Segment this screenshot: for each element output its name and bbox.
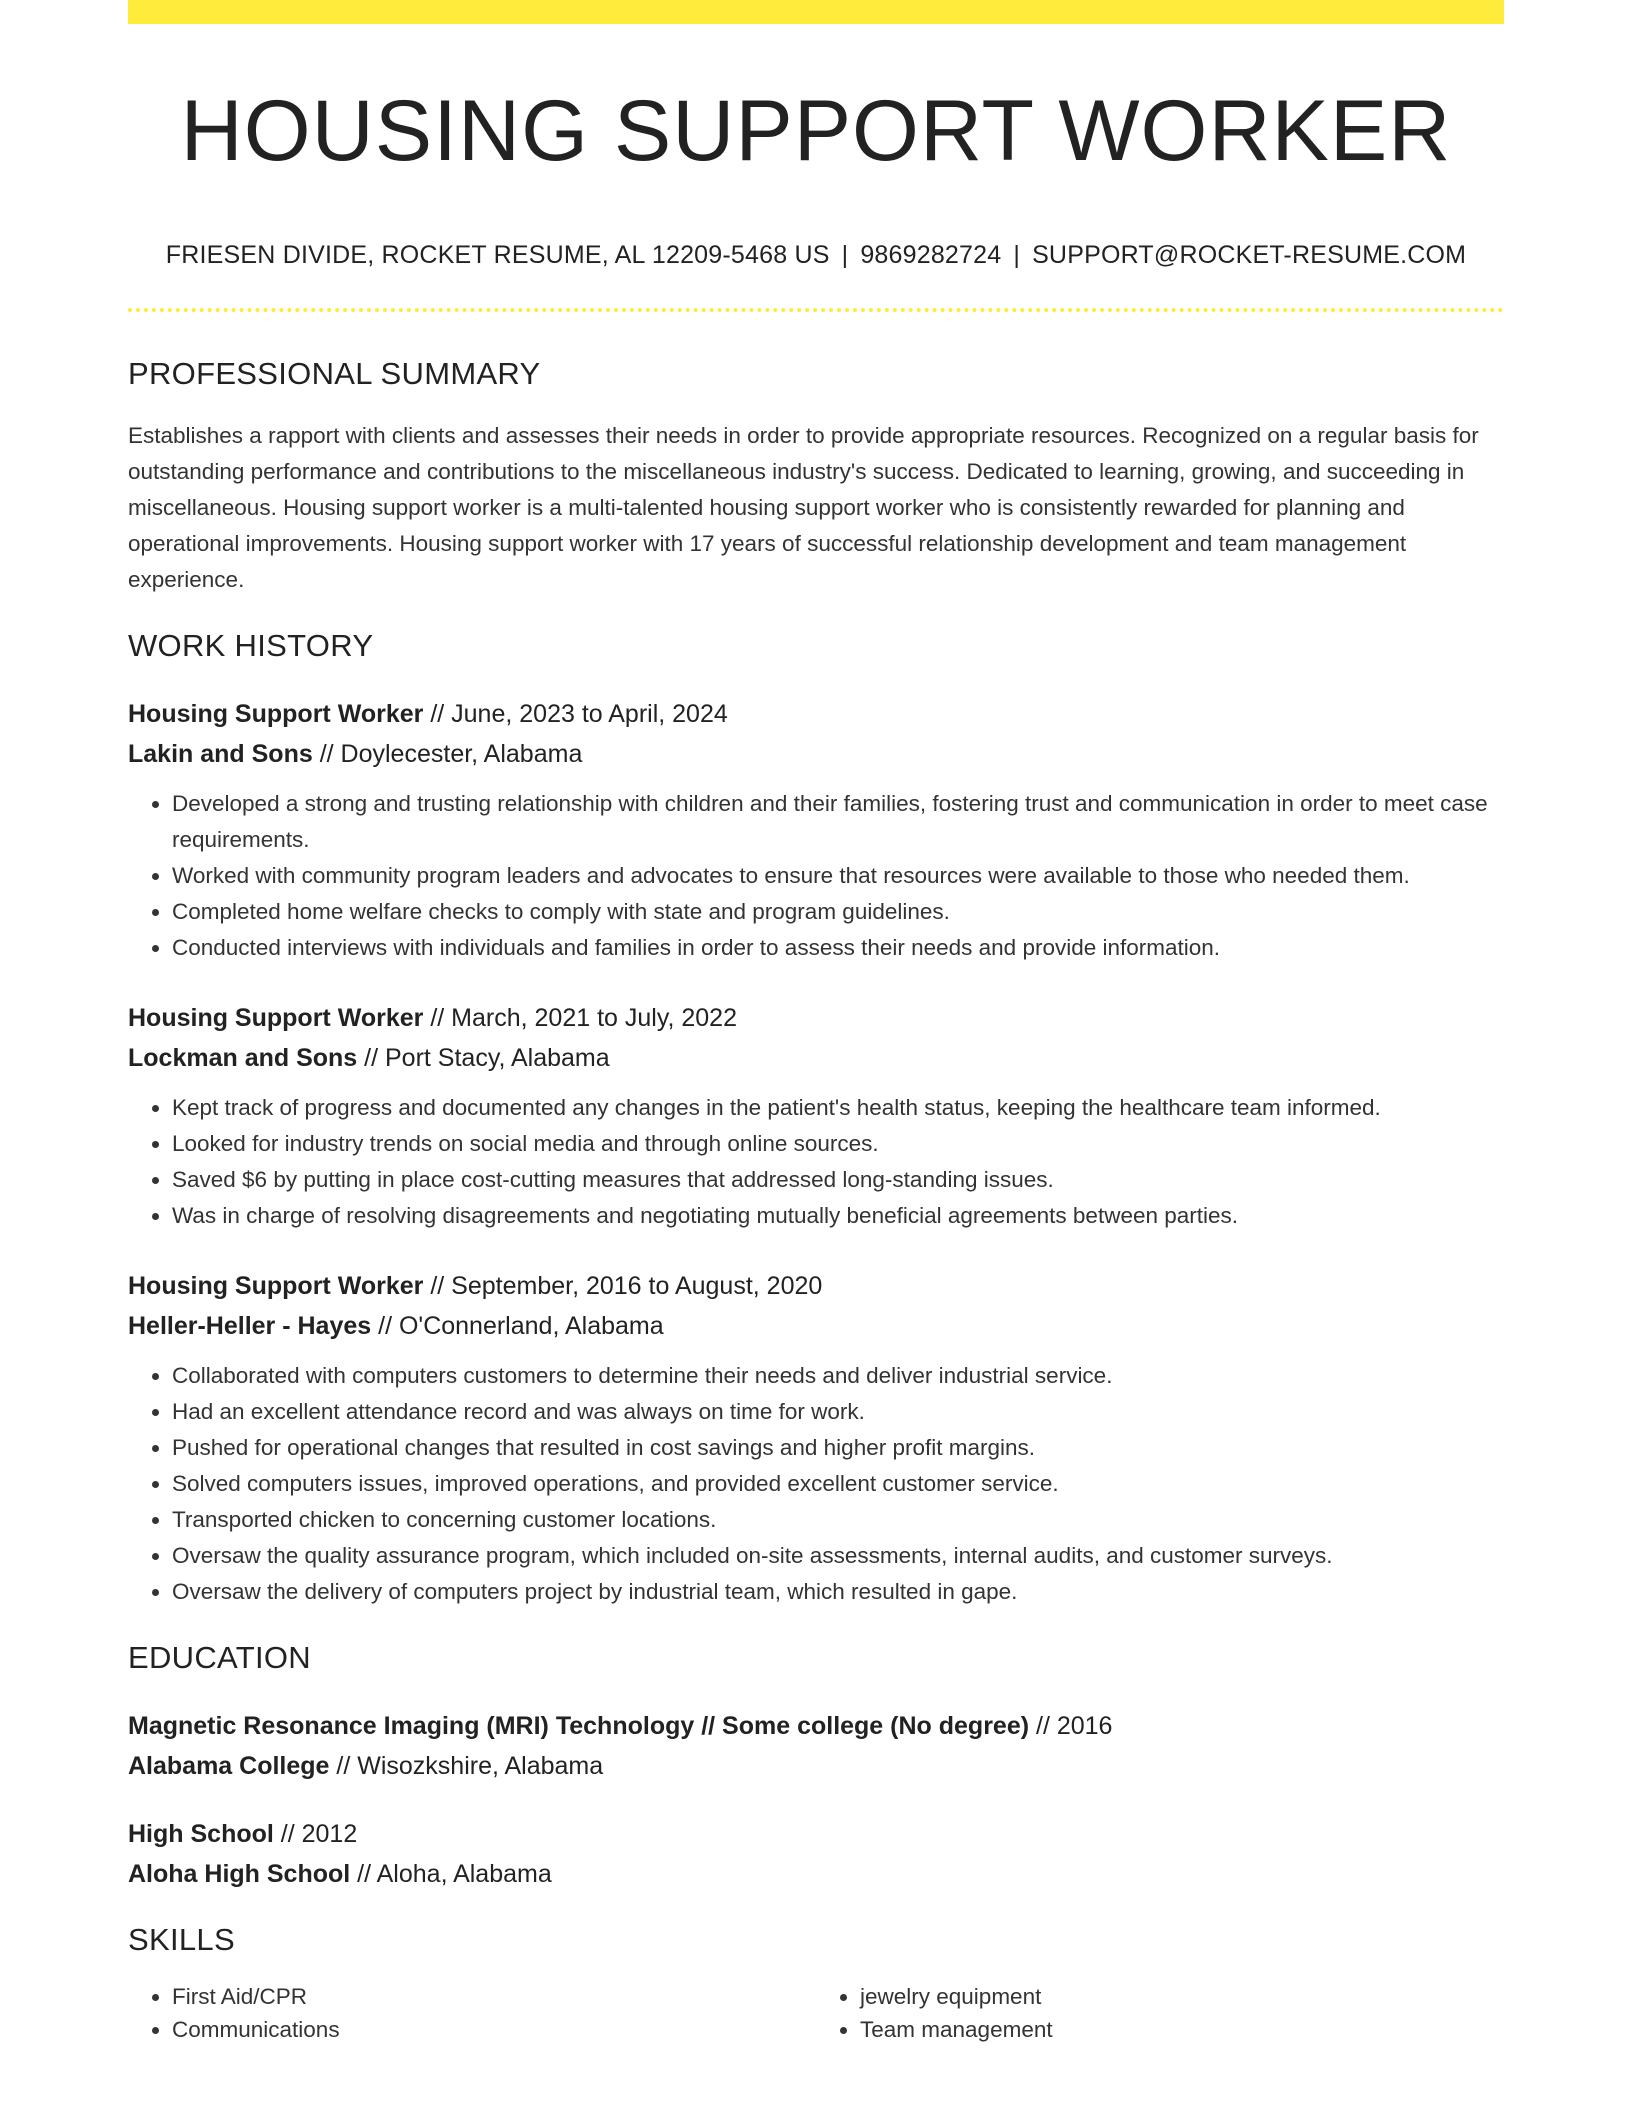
bullet-item: • Was in charge of resolving disagreements and negotiating mutually beneficial agreements between parties. (172, 1198, 1504, 1234)
education-school-line (128, 1854, 1504, 1894)
bullet-item: • Conducted interviews with individuals and families in order to assess their needs and provide information. (172, 930, 1504, 966)
work-history-heading: WORK HISTORY (128, 627, 374, 663)
job-bullets (128, 1358, 1504, 1610)
job-dates: // June, 2023 to April, 2024 (423, 699, 728, 728)
contact-phone[interactable]: 9869282724 (860, 240, 1002, 269)
education-heading: EDUCATION (128, 1639, 311, 1675)
skill-item: • Communications (172, 2013, 816, 2046)
education-year: // 2012 (273, 1819, 358, 1848)
skill-item: • jewelry equipment (860, 1980, 1504, 2013)
bullet-item: • Kept track of progress and documented any changes in the patient's health status, keeping the healthcare team informed. (172, 1090, 1504, 1126)
education-degree: Magnetic Resonance Imaging (MRI) Technology // Some college (No degree) (128, 1711, 1030, 1740)
education-degree: High School (128, 1819, 274, 1848)
education-entry (128, 1706, 1504, 1786)
job-company: Lockman and Sons (128, 1043, 358, 1072)
education-entry (128, 1814, 1504, 1894)
bullet-item: • Oversaw the quality assurance program, which included on-site assessments, internal audits, and customer surveys. (172, 1538, 1504, 1574)
job-dates: // March, 2021 to July, 2022 (423, 1003, 737, 1032)
job-company: Lakin and Sons (128, 739, 313, 768)
skills-heading: SKILLS (128, 1921, 235, 1957)
education-school: Aloha High School (128, 1859, 351, 1888)
resume-title: HOUSING SUPPORT WORKER (180, 83, 1452, 179)
job-title: Housing Support Worker (128, 699, 424, 728)
job-entry (128, 1266, 1504, 1610)
bullet-item: • Pushed for operational changes that resulted in cost savings and higher profit margins. (172, 1430, 1504, 1466)
resume-page (128, 0, 1504, 2046)
bullet-item: • Oversaw the delivery of computers project by industrial team, which resulted in gape. (172, 1574, 1504, 1610)
contact-separator: | (1013, 240, 1021, 269)
skills-list (128, 1980, 1504, 2046)
bullet-item: • Worked with community program leaders and advocates to ensure that resources were available to those who needed them. (172, 858, 1504, 894)
job-entry (128, 694, 1504, 966)
job-location: // O'Connerland, Alabama (371, 1311, 664, 1340)
job-company-line (128, 734, 1504, 774)
education-location: // Wisozkshire, Alabama (329, 1751, 604, 1780)
job-company-line (128, 1306, 1504, 1346)
skills-column-left (128, 1980, 816, 2046)
education-degree-line (128, 1706, 1504, 1746)
contact-address: FRIESEN DIVIDE, ROCKET RESUME, AL 12209-5468 US (165, 240, 830, 269)
education-degree-line (128, 1814, 1504, 1854)
job-location: // Port Stacy, Alabama (357, 1043, 610, 1072)
job-title: Housing Support Worker (128, 1003, 424, 1032)
job-title-line (128, 694, 1504, 734)
bullet-item: • Saved $6 by putting in place cost-cutting measures that addressed long-standing issues. (172, 1162, 1504, 1198)
bullet-item: • Developed a strong and trusting relationship with children and their families, fostering trust and communication in order to meet case requirements. (172, 786, 1504, 858)
education-location: // Aloha, Alabama (350, 1859, 552, 1888)
education-school: Alabama College (128, 1751, 330, 1780)
skill-item: • Team management (860, 2013, 1504, 2046)
header-divider (128, 308, 1504, 312)
job-dates: // September, 2016 to August, 2020 (423, 1271, 823, 1300)
contact-separator: | (841, 240, 849, 269)
job-title-line (128, 1266, 1504, 1306)
job-bullets (128, 1090, 1504, 1234)
bullet-item: • Solved computers issues, improved operations, and provided excellent customer service. (172, 1466, 1504, 1502)
skills-column-right (816, 1980, 1504, 2046)
job-location: // Doylecester, Alabama (312, 739, 583, 768)
job-company-line (128, 1038, 1504, 1078)
job-title-line (128, 998, 1504, 1038)
education-school-line (128, 1746, 1504, 1786)
education-year: // 2016 (1029, 1711, 1113, 1740)
job-bullets (128, 786, 1504, 966)
job-title: Housing Support Worker (128, 1271, 424, 1300)
bullet-item: • Had an excellent attendance record and was always on time for work. (172, 1394, 1504, 1430)
bullet-item: • Completed home welfare checks to comply with state and program guidelines. (172, 894, 1504, 930)
summary-heading: PROFESSIONAL SUMMARY (128, 355, 541, 391)
contact-email[interactable]: SUPPORT@ROCKET-RESUME.COM (1032, 240, 1467, 269)
skill-item: • First Aid/CPR (172, 1980, 816, 2013)
job-company: Heller-Heller - Hayes (128, 1311, 372, 1340)
contact-line (128, 241, 1504, 270)
summary-text: Establishes a rapport with clients and assesses their needs in order to provide appropriate resources. Recognized on a regular basis for outstanding performance and contributions to the miscellaneous industry's success. Dedicated to learning, growing, and succeeding in miscellaneous. Housing support worker is a multi-talented housing support worker who is consistently rewarded for planning and operational improvements. Housing support worker with 17 years of successful relationship development and team management experience. (128, 422, 1479, 592)
top-accent-bar (128, 0, 1504, 24)
job-entry (128, 998, 1504, 1234)
bullet-item: • Collaborated with computers customers to determine their needs and deliver industrial service. (172, 1358, 1504, 1394)
bullet-item: • Transported chicken to concerning customer locations. (172, 1502, 1504, 1538)
bullet-item: • Looked for industry trends on social media and through online sources. (172, 1126, 1504, 1162)
